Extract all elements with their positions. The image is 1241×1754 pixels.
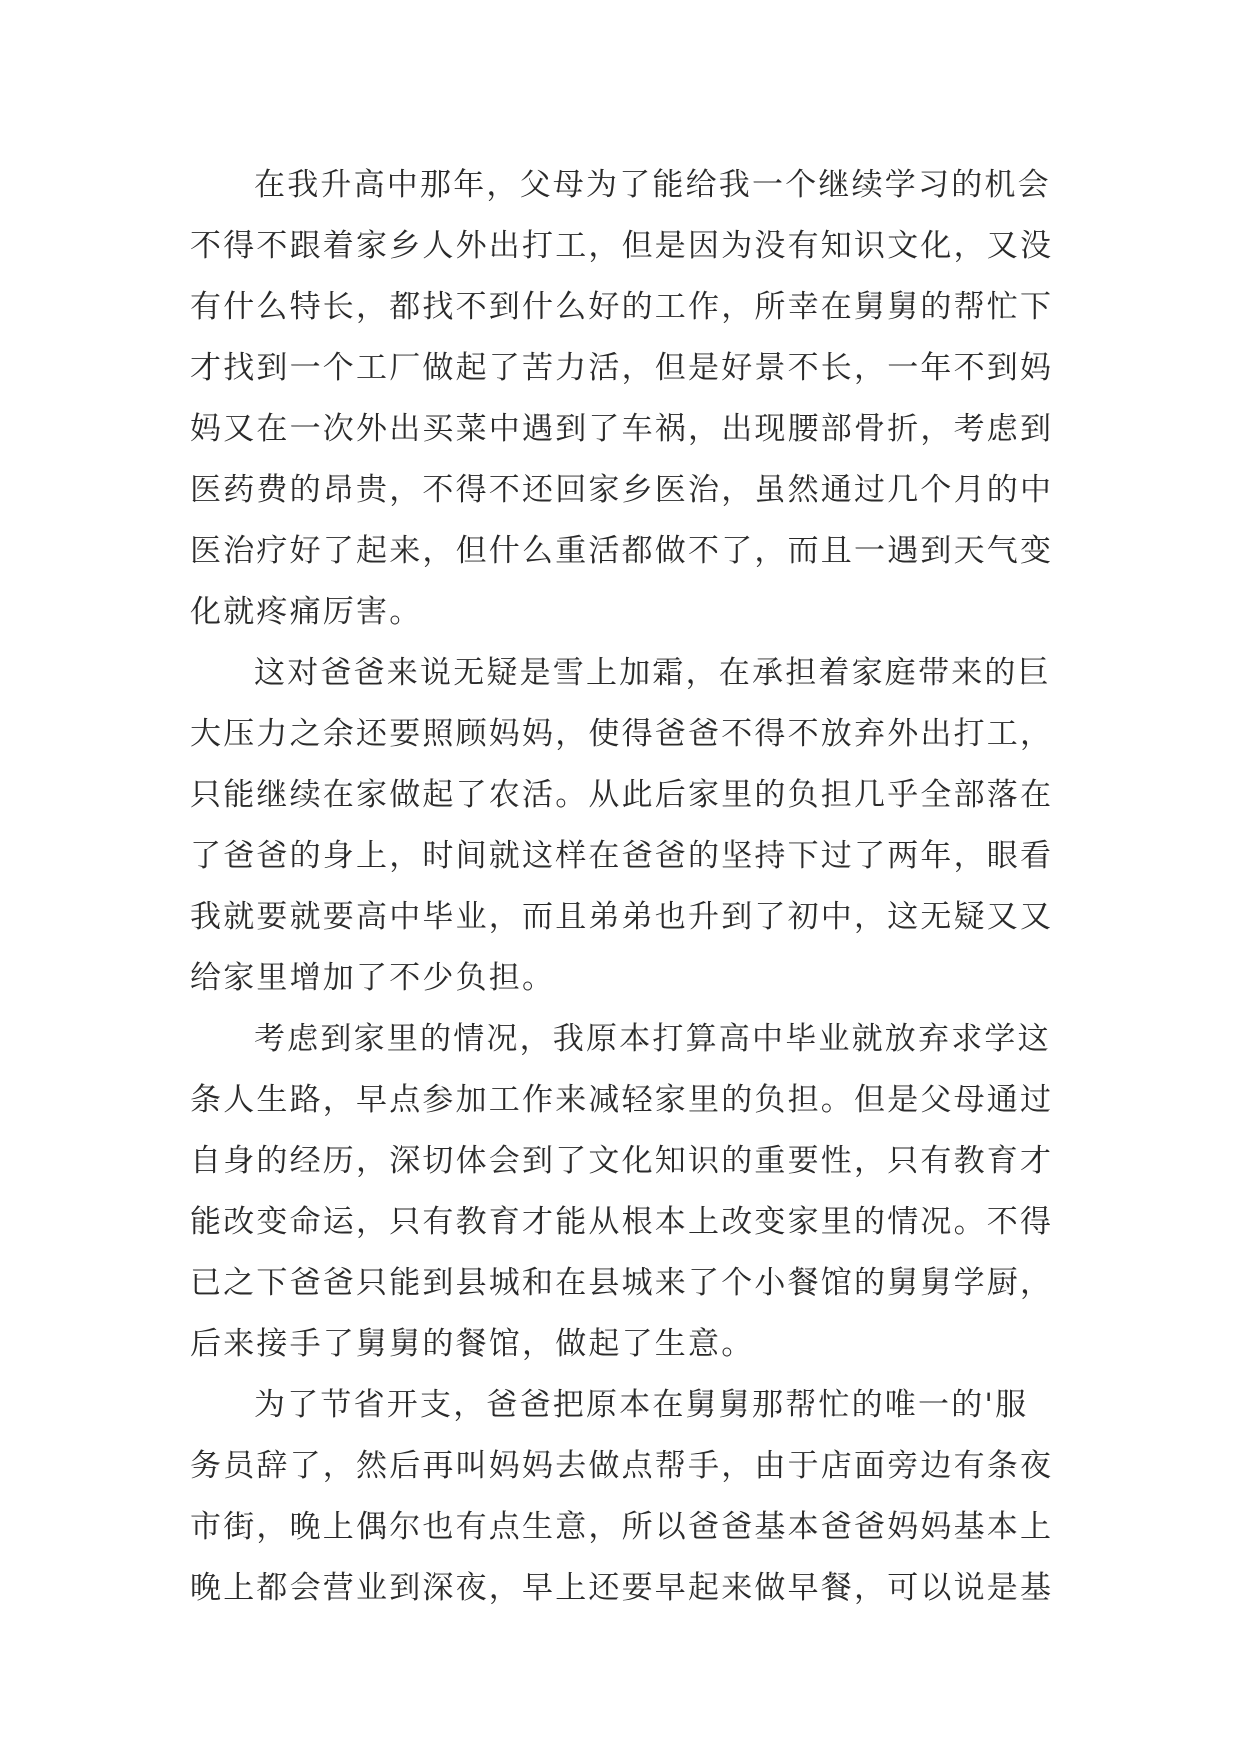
paragraph-2-line-2: 大压力之余还要照顾妈妈，使得爸爸不得不放弃外出打工， — [190, 716, 1054, 752]
paragraph-1-line-6: 医药费的昂贵，不得不还回家乡医治，虽然通过几个月的中 — [190, 472, 1054, 508]
paragraph-1-line-7: 医治疗好了起来，但什么重活都做不了，而且一遇到天气变 — [190, 533, 1054, 569]
paragraph-4-line-2: 务员辞了，然后再叫妈妈去做点帮手，由于店面旁边有条夜 — [190, 1448, 1054, 1484]
paragraph-2-line-6: 给家里增加了不少负担。 — [190, 960, 556, 996]
paragraph-2-line-5: 我就要就要高中毕业，而且弟弟也升到了初中，这无疑又又 — [190, 899, 1054, 935]
paragraph-2-line-4: 了爸爸的身上，时间就这样在爸爸的坚持下过了两年，眼看 — [190, 838, 1054, 874]
paragraph-1-line-3: 有什么特长，都找不到什么好的工作，所幸在舅舅的帮忙下 — [190, 289, 1054, 325]
paragraph-4-line-1: 为了节省开支，爸爸把原本在舅舅那帮忙的唯一的'服 — [254, 1387, 1029, 1423]
paragraph-3-line-4: 能改变命运，只有教育才能从根本上改变家里的情况。不得 — [190, 1204, 1054, 1240]
paragraph-1-line-2: 不得不跟着家乡人外出打工，但是因为没有知识文化，又没 — [190, 228, 1054, 264]
paragraph-3-line-1: 考虑到家里的情况，我原本打算高中毕业就放弃求学这 — [254, 1021, 1051, 1057]
paragraph-3-line-3: 自身的经历，深切体会到了文化知识的重要性，只有教育才 — [190, 1143, 1054, 1179]
paragraph-3-line-5: 已之下爸爸只能到县城和在县城来了个小餐馆的舅舅学厨， — [190, 1265, 1054, 1301]
paragraph-1-line-5: 妈又在一次外出买菜中遇到了车祸，出现腰部骨折，考虑到 — [190, 411, 1054, 447]
paragraph-1-line-4: 才找到一个工厂做起了苦力活，但是好景不长，一年不到妈 — [190, 350, 1054, 386]
paragraph-1-line-1: 在我升高中那年，父母为了能给我一个继续学习的机会 — [254, 167, 1051, 203]
paragraph-3-line-6: 后来接手了舅舅的餐馆，做起了生意。 — [190, 1326, 755, 1362]
paragraph-3-line-2: 条人生路，早点参加工作来减轻家里的负担。但是父母通过 — [190, 1082, 1054, 1118]
paragraph-1-line-8: 化就疼痛厉害。 — [190, 594, 423, 630]
paragraph-4-line-4: 晚上都会营业到深夜，早上还要早起来做早餐，可以说是基 — [190, 1570, 1054, 1606]
paragraph-2-line-3: 只能继续在家做起了农活。从此后家里的负担几乎全部落在 — [190, 777, 1054, 813]
body-text — [190, 155, 1054, 1619]
paragraph-2-line-1: 这对爸爸来说无疑是雪上加霜，在承担着家庭带来的巨 — [254, 655, 1051, 691]
paragraph-4-line-3: 市街，晚上偶尔也有点生意，所以爸爸基本爸爸妈妈基本上 — [190, 1509, 1054, 1545]
